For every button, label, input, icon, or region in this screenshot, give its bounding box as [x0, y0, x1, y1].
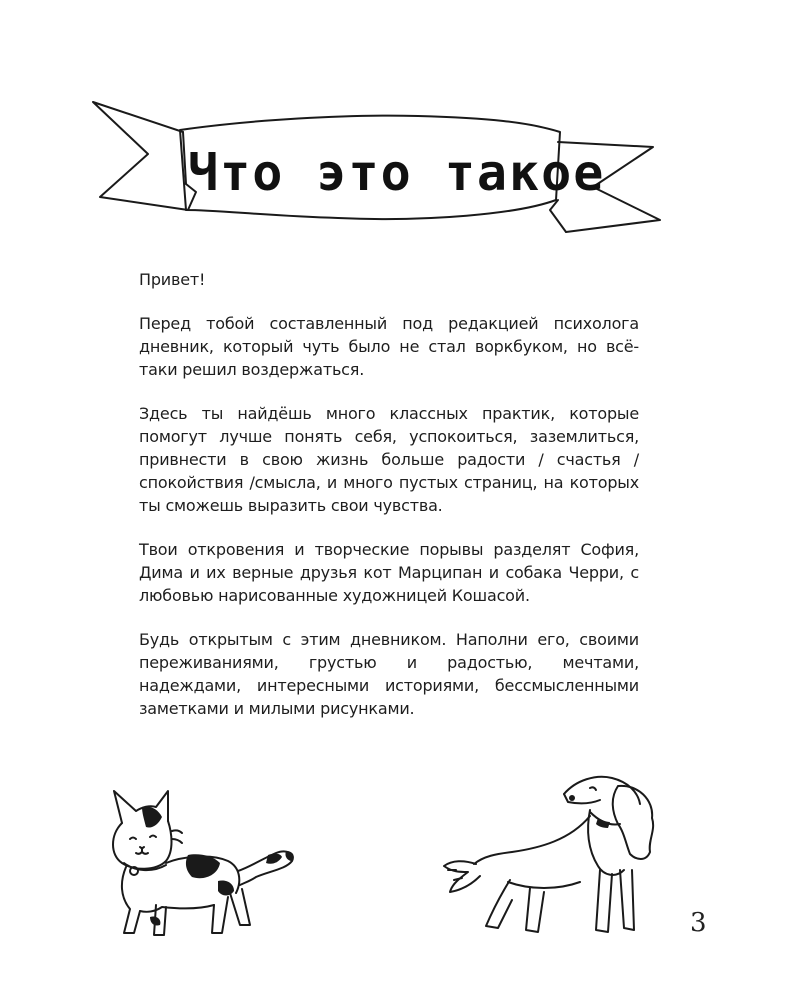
paragraph-2: Здесь ты найдёшь много классных практик, которые помогут лучше понять себя, успокоиться, заземлиться, привнести в свою жизнь больше радости / счастья / спокойствия /смысла, и много пустых страниц, на которых ты сможешь выразить свои чувства.	[139, 404, 639, 515]
greeting: Привет!	[139, 270, 206, 289]
title-banner	[88, 92, 668, 242]
page-number: 3	[690, 908, 707, 938]
paragraph-1: Перед тобой составленный под редакцией психолога дневник, который чуть было не стал воркбуком, но всё-таки решил воздержаться.	[139, 314, 639, 379]
page-title: Что это такое	[188, 144, 606, 202]
dog-icon	[440, 760, 665, 945]
paragraph-3: Твои откровения и творческие порывы разделят София, Дима и их верные друзья кот Марципан и собака Черри, с любовью нарисованные художницей Кошасой.	[139, 540, 639, 605]
ribbon-icon	[88, 92, 668, 242]
cat-icon	[100, 785, 300, 945]
dog-illustration	[440, 760, 665, 945]
cat-illustration	[100, 785, 300, 945]
paragraph-4: Будь открытым с этим дневником. Наполни его, своими переживаниями, грустью и радостью, мечтами, надеждами, интересными историями, бессмысленными заметками и милыми рисунками.	[139, 630, 639, 718]
intro-text	[139, 268, 639, 741]
